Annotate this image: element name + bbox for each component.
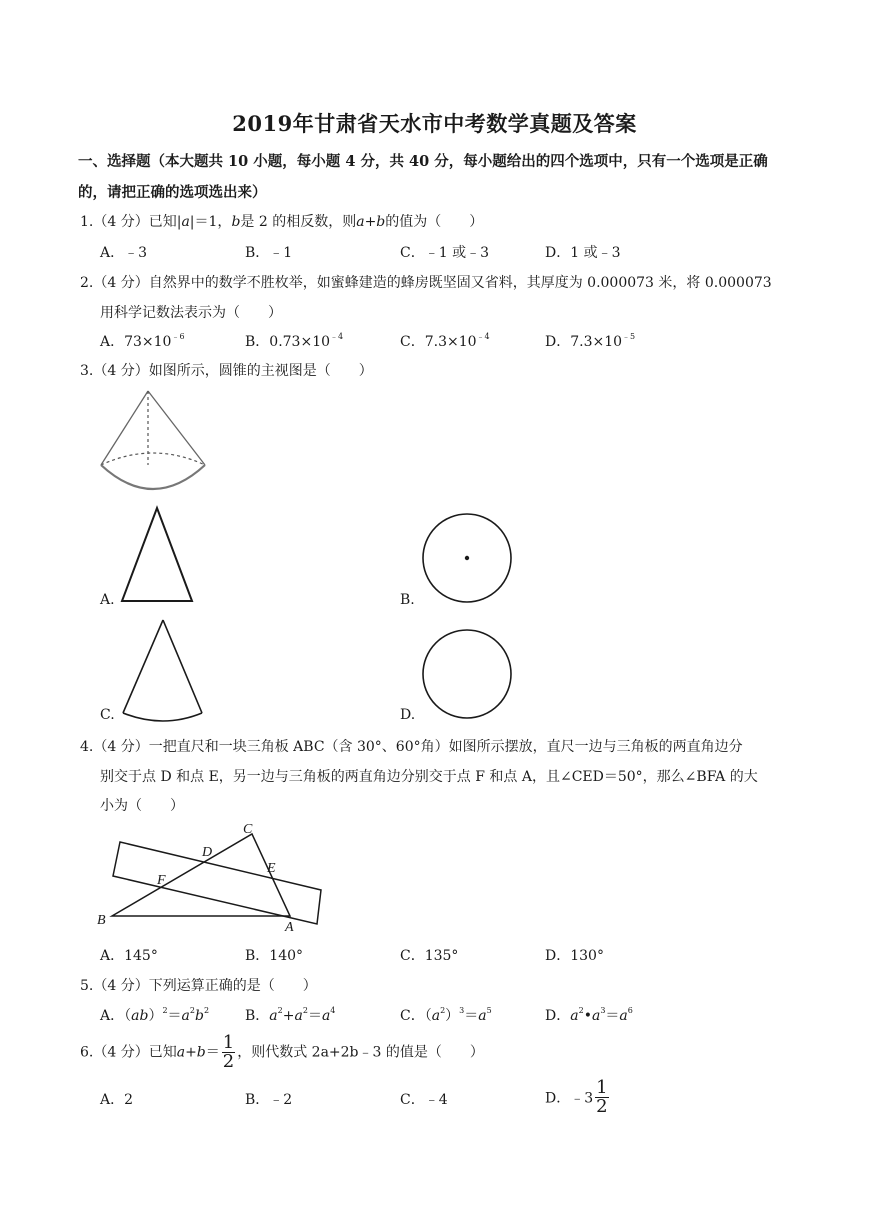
section-heading-line1: 一、选择题（本大题共 10 小题，每小题 4 分，共 40 分，每小题给出的四个选项中，只有一个选项是正确 bbox=[78, 153, 768, 170]
question-1: 1.（4 分）已知|a|＝1，b是 2 的相反数，则a+b的值为（ ） bbox=[80, 214, 484, 230]
cone-figure bbox=[95, 385, 215, 497]
q5-option-b[interactable]: B．$a^2+a^2=a^4$ bbox=[245, 1006, 336, 1024]
fraction-one-half: $\frac{1}{2}$ bbox=[222, 1032, 235, 1072]
q5-option-c[interactable]: C．$(a^2)^3=a^5$ bbox=[400, 1006, 492, 1024]
question-2-line1: 2.（4 分）自然界中的数学不胜枚举，如蜜蜂建造的蜂房既坚固又省料，其厚度为 0.000073 米，将 0.000073 bbox=[80, 275, 772, 291]
q1-option-c[interactable]: C．﹣1 或﹣3 bbox=[400, 245, 489, 261]
label-f: F bbox=[157, 873, 166, 888]
question-4-line2: 别交于点 D 和点 E，另一边与三角板的两直角边分别交于点 F 和点 A，且∠CED＝50°，那么∠BFA 的大 bbox=[100, 769, 758, 785]
q2-option-a[interactable]: A．$73\times 10^{﹣6}$ bbox=[100, 332, 185, 350]
q6-option-d[interactable]: D．﹣3 $\frac{1}{2}$ bbox=[545, 1077, 608, 1117]
q4-option-a[interactable]: A．145° bbox=[100, 948, 158, 964]
option-a-triangle bbox=[118, 505, 198, 605]
q3-option-b[interactable]: B. bbox=[400, 592, 415, 608]
question-3: 3.（4 分）如图所示，圆锥的主视图是（ ） bbox=[80, 363, 373, 379]
q4-option-b[interactable]: B．140° bbox=[245, 948, 304, 964]
q4-option-c[interactable]: C．135° bbox=[400, 948, 459, 964]
q5-option-d[interactable]: D．$a^2•a^3=a^6$ bbox=[545, 1006, 633, 1024]
label-c: C bbox=[243, 822, 253, 837]
q2-option-c[interactable]: C．$7.3\times 10^{﹣4}$ bbox=[400, 332, 490, 350]
question-5: 5.（4 分）下列运算正确的是（ ） bbox=[80, 978, 317, 994]
section-heading-line2: 的，请把正确的选项选出来） bbox=[78, 184, 267, 201]
option-c-sector bbox=[118, 617, 208, 727]
label-d: D bbox=[202, 845, 213, 860]
question-4-line3: 小为（ ） bbox=[100, 798, 184, 814]
q1-option-d[interactable]: D．1 或﹣3 bbox=[545, 245, 621, 261]
q1-option-a[interactable]: A．﹣3 bbox=[100, 245, 148, 261]
question-6: 6.（4 分）已知a+b＝ $\frac{1}{2}$ ，则代数式 2a+2b﹣3 的值是（ ） bbox=[80, 1032, 484, 1072]
q4-option-d[interactable]: D．130° bbox=[545, 948, 604, 964]
q1-option-b[interactable]: B．﹣1 bbox=[245, 245, 293, 261]
question-2-line2: 用科学记数法表示为（ ） bbox=[100, 305, 282, 321]
label-a: A bbox=[285, 920, 294, 935]
ruler-triangle-figure bbox=[95, 818, 335, 938]
option-d-circle bbox=[420, 627, 514, 721]
fraction-mixed-half: $\frac{1}{2}$ bbox=[596, 1077, 608, 1117]
q2-option-b[interactable]: B．$0.73\times 10^{﹣4}$ bbox=[245, 332, 344, 350]
question-4-line1: 4.（4 分）一把直尺和一块三角板 ABC（含 30°、60°角）如图所示摆放，直尺一边与三角板的两直角边分 bbox=[80, 739, 743, 755]
label-e: E bbox=[267, 861, 276, 876]
q3-option-d[interactable]: D. bbox=[400, 707, 416, 723]
q6-option-b[interactable]: B．﹣2 bbox=[245, 1092, 293, 1108]
q2-option-d[interactable]: D．$7.3\times 10^{﹣5}$ bbox=[545, 332, 636, 350]
option-b-circle-with-dot bbox=[420, 513, 514, 607]
q6-option-c[interactable]: C．﹣4 bbox=[400, 1092, 448, 1108]
page-title: 2019年甘肃省天水市中考数学真题及答案 bbox=[232, 111, 637, 136]
q3-option-c[interactable]: C. bbox=[100, 707, 115, 723]
q5-option-a[interactable]: A．$(ab)^2=a^2b^2$ bbox=[100, 1006, 210, 1024]
label-b: B bbox=[97, 913, 106, 928]
q6-option-a[interactable]: A．2 bbox=[100, 1092, 134, 1108]
q3-option-a[interactable]: A. bbox=[100, 592, 115, 608]
